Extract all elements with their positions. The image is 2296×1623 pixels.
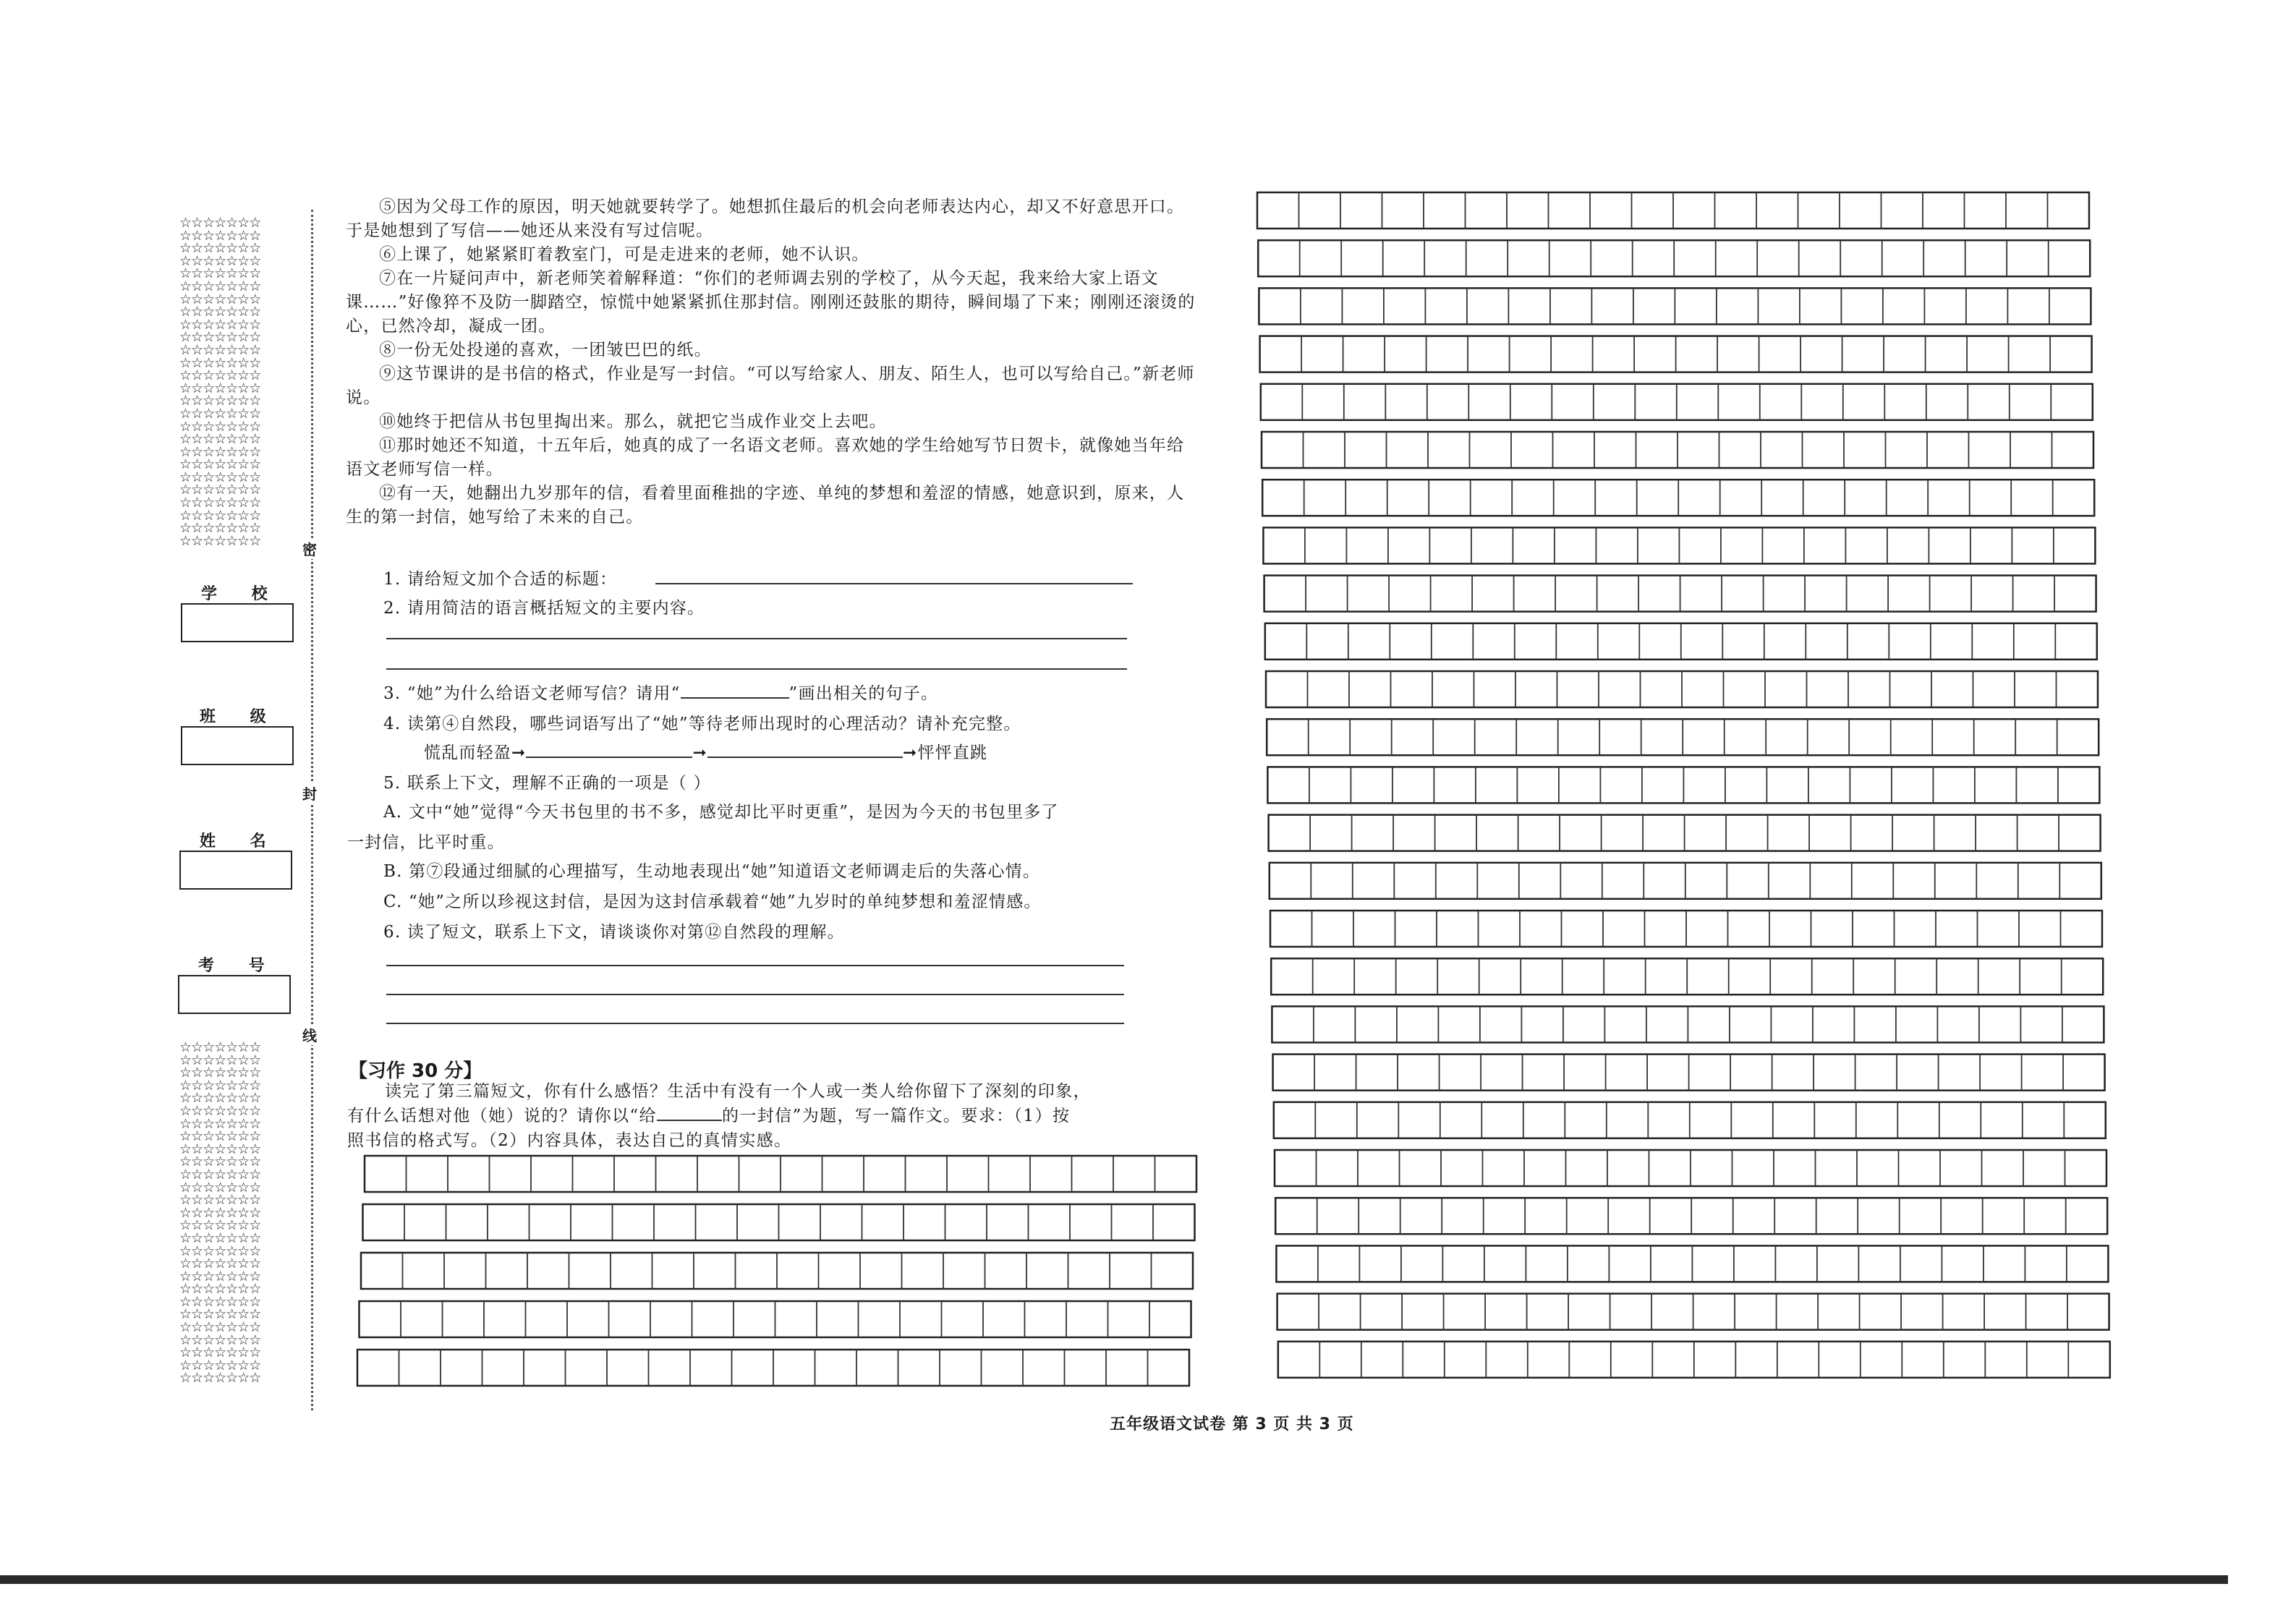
question-2: 2. 请用简洁的语言概括短文的主要内容。 xyxy=(383,599,705,618)
scan-edge-shadow xyxy=(0,1575,2228,1584)
question-3-text-a: 3. “她”为什么给语文老师写信？请用“ xyxy=(383,684,681,703)
writing-prompt-line-3: 照书信的格式写。（2）内容具体，表达自己的真情实感。 xyxy=(347,1131,792,1150)
question-5-option-a-cont: 一封信，比平时重。 xyxy=(347,833,505,852)
class-label: 班 级 xyxy=(200,708,281,726)
name-label: 姓 名 xyxy=(200,832,281,851)
paragraph-12: ⑫有一天，她翻出九岁那年的信，看着里面稚拙的字迹、单纯的梦想和羞涩的情感，她意识到，原来，人生的第一封信，她写给了未来的自己。 xyxy=(346,484,1185,527)
paragraph-5: ⑤因为父母工作的原因，明天她就要转学了。她想抓住最后的机会向老师表达内心，却又不好意思开口。于是她想到了写信——她还从来没有写过信呢。 xyxy=(346,197,1185,240)
paragraph-9: ⑨这节课讲的是书信的格式，作业是写一封信。“可以写给家人、朋友、陌生人，也可以写给自己。”新老师说。 xyxy=(346,365,1195,407)
paragraph-11: ⑪那时她还不知道，十五年后，她真的成了一名语文老师。喜欢她的学生给她写节日贺卡，就像她当年给语文老师写信一样。 xyxy=(346,436,1185,479)
question-5-option-a: A. 文中“她”觉得“今天书包里的书不多，感觉却比平时更重”，是因为今天的书包里多了 xyxy=(383,803,1059,822)
question-4-start-word: 慌乱而轻盈 xyxy=(424,744,511,762)
question-5: 5. 联系上下文，理解不正确的一项是（ ） xyxy=(383,774,711,793)
star-border-bottom: ☆☆☆☆☆☆☆ ☆☆☆☆☆☆☆ ☆☆☆☆☆☆☆ ☆☆☆☆☆☆☆ ☆☆☆☆☆☆☆ ☆☆☆☆☆☆☆ ☆☆☆☆☆☆☆ ☆☆☆☆☆☆☆ ☆☆☆☆☆☆☆ ☆☆☆☆☆☆☆ ☆☆☆☆☆☆☆ ☆☆☆☆☆☆☆ ☆☆☆☆☆☆☆ ☆☆☆☆☆☆☆ ☆☆☆☆☆☆☆ ☆☆☆☆☆☆☆ ☆☆☆☆☆☆☆ ☆☆☆☆☆☆☆ ☆☆☆☆☆☆☆ ☆☆☆☆☆☆☆ ☆☆☆☆☆☆☆ ☆☆☆☆☆☆☆ ☆☆☆☆☆☆☆ ☆☆☆☆☆☆☆ ☆☆☆☆☆☆☆ ☆☆☆☆☆☆☆ ☆☆☆☆☆☆☆ xyxy=(179,1039,261,1386)
question-1: 1. 请给短文加个合适的标题： xyxy=(383,570,618,589)
question-5-option-b: B. 第⑦段通过细腻的心理描写，生动地表现出“她”知道语文老师调走后的失落心情。 xyxy=(383,862,1041,881)
page-footer: 五年级语文试卷 第 3 页 共 3 页 xyxy=(1110,1415,1354,1434)
question-4: 4. 读第④自然段，哪些词语写出了“她”等待老师出现时的心理活动？请补充完整。 xyxy=(383,715,1021,733)
arrow-icon: ➞ xyxy=(692,744,707,762)
writing-prompt-line-2b: 的一封信”为题，写一篇作文。要求：（1）按 xyxy=(721,1107,1071,1125)
writing-prompt-line-1: 读完了第三篇短文，你有什么感悟？生活中有没有一个人或一类人给你留下了深刻的印象， xyxy=(385,1082,1091,1101)
paragraph-6: ⑥上课了，她紧紧盯着教室门，可是走进来的老师，她不认识。 xyxy=(379,245,869,264)
writing-prompt-line-2a: 有什么话想对他（她）说的？请你以“给 xyxy=(347,1107,657,1125)
question-6: 6. 读了短文，联系上下文，请谈谈你对第⑫自然段的理解。 xyxy=(383,923,845,942)
paragraph-8: ⑧一份无处投递的喜欢，一团皱巴巴的纸。 xyxy=(379,341,712,359)
paragraph-7: ⑦在一片疑问声中，新老师笑着解释道：“你们的老师调去别的学校了，从今天起，我来给大家上语文课……”好像猝不及防一脚踏空，惊慌中她紧紧抓住那封信。刚刚还鼓胀的期待，瞬间塌了下来；刚刚还滚烫的心，已然冷却，凝成一团。 xyxy=(346,269,1196,336)
star-border-top: ☆☆☆☆☆☆☆ ☆☆☆☆☆☆☆ ☆☆☆☆☆☆☆ ☆☆☆☆☆☆☆ ☆☆☆☆☆☆☆ ☆☆☆☆☆☆☆ ☆☆☆☆☆☆☆ ☆☆☆☆☆☆☆ ☆☆☆☆☆☆☆ ☆☆☆☆☆☆☆ ☆☆☆☆☆☆☆ ☆☆☆☆☆☆☆ ☆☆☆☆☆☆☆ ☆☆☆☆☆☆☆ ☆☆☆☆☆☆☆ ☆☆☆☆☆☆☆ ☆☆☆☆☆☆☆ ☆☆☆☆☆☆☆ ☆☆☆☆☆☆☆ ☆☆☆☆☆☆☆ ☆☆☆☆☆☆☆ ☆☆☆☆☆☆☆ ☆☆☆☆☆☆☆ ☆☆☆☆☆☆☆ ☆☆☆☆☆☆☆ ☆☆☆☆☆☆☆ xyxy=(179,215,261,549)
paragraph-10: ⑩她终于把信从书包里掏出来。那么，就把它当成作业交上去吧。 xyxy=(379,412,887,431)
arrow-icon: ➞ xyxy=(511,744,527,762)
question-5-option-c: C. “她”之所以珍视这封信，是因为这封信承载着“她”九岁时的单纯梦想和羞涩情感。 xyxy=(383,893,1042,911)
question-4-end-word: 怦怦直跳 xyxy=(917,744,988,762)
seal-char-feng: 封 xyxy=(302,783,317,804)
question-3-text-b: ”画出相关的句子。 xyxy=(788,684,939,703)
exam-number-label: 考 号 xyxy=(198,957,279,975)
seal-char-xian: 线 xyxy=(302,1024,317,1045)
arrow-icon: ➞ xyxy=(902,744,918,762)
school-label: 学 校 xyxy=(201,585,282,603)
writing-heading: 【习作 30 分】 xyxy=(349,1060,482,1082)
seal-char-mi: 密 xyxy=(302,538,317,559)
